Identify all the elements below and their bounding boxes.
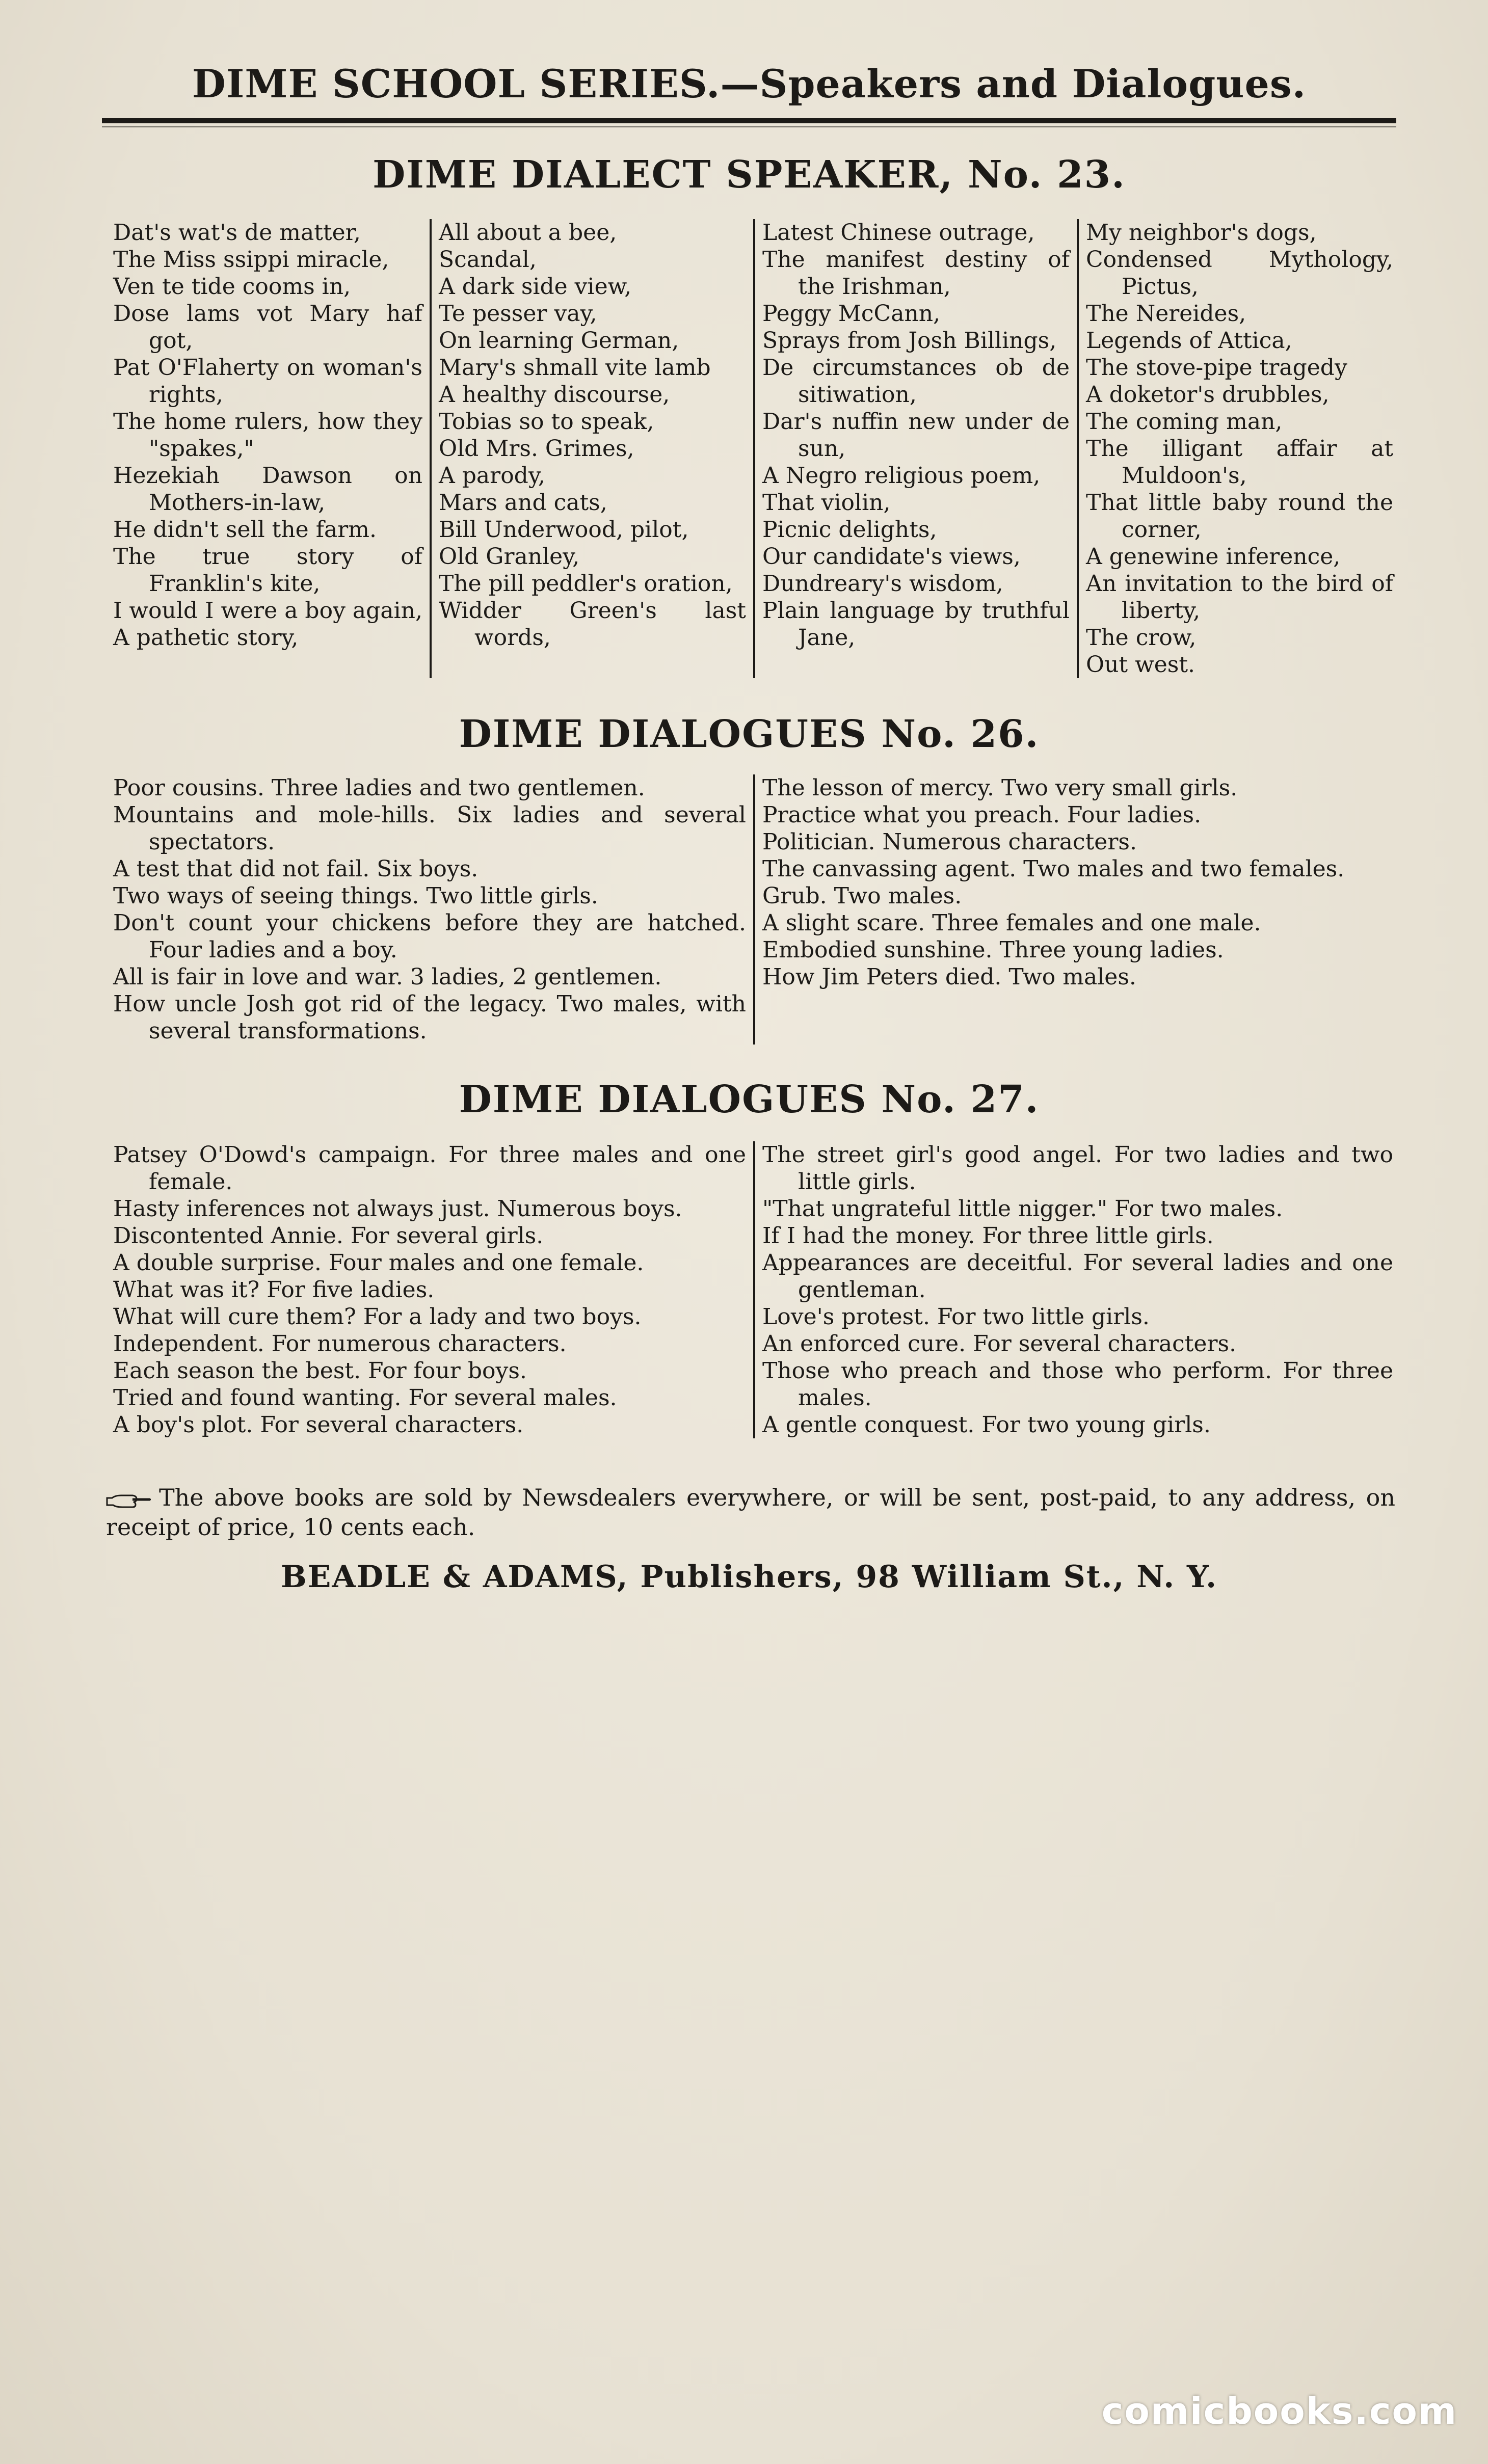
list-item: An invitation to the bird of liberty, xyxy=(1086,571,1393,624)
list-item: Poor cousins. Three ladies and two gentlemen. xyxy=(113,775,645,801)
list-item: The lesson of mercy. Two very small girls. xyxy=(762,775,1238,801)
list-item: The home rulers, how they "spakes," xyxy=(113,409,422,462)
list-item: If I had the money. For three little girls. xyxy=(762,1223,1214,1249)
header-rule xyxy=(102,118,1396,123)
list-item: Plain language by truthful Jane, xyxy=(762,598,1070,651)
list-item: A pathetic story, xyxy=(113,625,299,651)
list-item: Hezekiah Dawson on Mothers-in-law, xyxy=(113,463,422,516)
list-item: Love's protest. For two little girls. xyxy=(762,1304,1150,1330)
list-item: Widder Green's last words, xyxy=(439,598,746,651)
list-item: Those who preach and those who perform. For three males. xyxy=(762,1358,1393,1411)
watermark: comicbooks.com xyxy=(1101,2390,1457,2432)
speaker-23-columns xyxy=(106,219,1400,678)
list-item: Discontented Annie. For several girls. xyxy=(113,1223,544,1249)
list-item: Ven te tide cooms in, xyxy=(113,274,351,300)
dialogues-27-columns xyxy=(106,1141,1400,1438)
list-item: De circumstances ob de sitiwation, xyxy=(762,355,1070,408)
list-item: Don't count your chickens before they are hatched. Four ladies and a boy. xyxy=(113,910,746,963)
list-item: "That ungrateful little nigger." For two males. xyxy=(762,1196,1283,1222)
speaker-23-col-2 xyxy=(430,219,753,678)
publisher-line: BEADLE & ADAMS, Publishers, 98 William St., N. Y. xyxy=(280,1559,1218,1595)
list-item: A doketor's drubbles, xyxy=(1086,382,1330,408)
list-item: The pill peddler's oration, xyxy=(439,571,733,597)
header-rule-thin xyxy=(102,126,1396,127)
speaker-23-col-1 xyxy=(106,219,430,678)
list-item: Pat O'Flaherty on woman's rights, xyxy=(113,355,422,408)
list-item: Dundreary's wisdom, xyxy=(762,571,1003,597)
list-item: Hasty inferences not always just. Numerous boys. xyxy=(113,1196,682,1222)
list-item: A gentle conquest. For two young girls. xyxy=(762,1412,1211,1438)
list-item: Old Granley, xyxy=(439,544,580,570)
list-item: The Nereides, xyxy=(1086,301,1246,327)
list-item: He didn't sell the farm. xyxy=(113,517,377,543)
list-item: All about a bee, xyxy=(439,220,617,246)
list-item: What was it? For five ladies. xyxy=(113,1277,435,1303)
list-item: A dark side view, xyxy=(439,274,632,300)
list-item: That little baby round the corner, xyxy=(1086,490,1393,543)
list-item: The Miss ssippi miracle, xyxy=(113,247,389,273)
list-item: Our candidate's views, xyxy=(762,544,1021,570)
list-item: Patsey O'Dowd's campaign. For three males and one female. xyxy=(113,1142,746,1195)
list-item: Mars and cats, xyxy=(439,490,607,516)
list-item: Politician. Numerous characters. xyxy=(762,829,1137,855)
list-item: Te pesser vay, xyxy=(439,301,597,327)
list-item: Tried and found wanting. For several males. xyxy=(113,1385,617,1411)
list-item: Dose lams vot Mary haf got, xyxy=(113,301,422,354)
list-item: Sprays from Josh Billings, xyxy=(762,328,1057,354)
list-item: Latest Chinese outrage, xyxy=(762,220,1035,246)
speaker-23-col-3 xyxy=(753,219,1077,678)
list-item: A test that did not fail. Six boys. xyxy=(113,856,479,882)
list-item: Condensed Mythology, Pictus, xyxy=(1086,247,1393,300)
list-item: Tobias so to speak, xyxy=(439,409,654,435)
list-item: Out west. xyxy=(1086,652,1195,678)
list-item: An enforced cure. For several characters. xyxy=(762,1331,1237,1357)
list-item: Mary's shmall vite lamb xyxy=(439,355,711,381)
list-item: Practice what you preach. Four ladies. xyxy=(762,802,1202,828)
list-item: The manifest destiny of the Irishman, xyxy=(762,247,1070,300)
dialogues-26-col-1 xyxy=(106,774,753,1044)
list-item: The stove-pipe tragedy xyxy=(1086,355,1347,381)
list-item: Independent. For numerous characters. xyxy=(113,1331,567,1357)
list-item: How Jim Peters died. Two males. xyxy=(762,964,1136,990)
list-item: A double surprise. Four males and one female. xyxy=(113,1250,644,1276)
list-item: Old Mrs. Grimes, xyxy=(439,436,634,462)
list-item: A Negro religious poem, xyxy=(762,463,1041,489)
list-item: That violin, xyxy=(762,490,891,516)
list-item: My neighbor's dogs, xyxy=(1086,220,1317,246)
list-item: The coming man, xyxy=(1086,409,1283,435)
page-header: DIME SCHOOL SERIES.—Speakers and Dialogues. xyxy=(192,61,1307,106)
list-item: Peggy McCann, xyxy=(762,301,941,327)
list-item: A healthy discourse, xyxy=(439,382,670,408)
list-item: How uncle Josh got rid of the legacy. Two males, with several transformations. xyxy=(113,991,746,1044)
dialogues-26-columns xyxy=(106,774,1400,1044)
list-item: Two ways of seeing things. Two little girls. xyxy=(113,883,598,909)
list-item: Grub. Two males. xyxy=(762,883,962,909)
list-item: Legends of Attica, xyxy=(1086,328,1292,354)
list-item: Scandal, xyxy=(439,247,537,273)
list-item: A genewine inference, xyxy=(1086,544,1341,570)
list-item: Bill Underwood, pilot, xyxy=(439,517,689,543)
list-item: What will cure them? For a lady and two boys. xyxy=(113,1304,642,1330)
list-item: The canvassing agent. Two males and two females. xyxy=(762,856,1345,882)
section-title-dialogues-26: DIME DIALOGUES No. 26. xyxy=(459,712,1040,756)
list-item: Dat's wat's de matter, xyxy=(113,220,361,246)
dialogues-27-col-2 xyxy=(753,1141,1400,1438)
list-item: A slight scare. Three females and one male. xyxy=(762,910,1261,936)
list-item: Picnic delights, xyxy=(762,517,937,543)
list-item: All is fair in love and war. 3 ladies, 2 gentlemen. xyxy=(113,964,662,990)
list-item: The illigant affair at Muldoon's, xyxy=(1086,436,1393,489)
dialogues-27-col-1 xyxy=(106,1141,753,1438)
list-item: A parody, xyxy=(439,463,545,489)
sales-notice-text: The above books are sold by Newsdealers everywhere, or will be sent, post-paid, to any address, on receipt of price, 10 cents each. xyxy=(106,1484,1395,1541)
list-item: The street girl's good angel. For two ladies and two little girls. xyxy=(762,1142,1393,1195)
list-item: Mountains and mole-hills. Six ladies and several spectators. xyxy=(113,802,746,855)
list-item: I would I were a boy again, xyxy=(113,598,422,624)
pointing-hand-icon xyxy=(106,1491,152,1508)
list-item: The crow, xyxy=(1086,625,1197,651)
list-item: The true story of Franklin's kite, xyxy=(113,544,422,597)
list-item: Dar's nuffin new under de sun, xyxy=(762,409,1070,462)
dialogues-26-col-2 xyxy=(753,774,1400,1044)
list-item: On learning German, xyxy=(439,328,679,354)
speaker-23-col-4 xyxy=(1077,219,1400,678)
list-item: Appearances are deceitful. For several ladies and one gentleman. xyxy=(762,1250,1393,1303)
section-title-speaker-23: DIME DIALECT SPEAKER, No. 23. xyxy=(373,153,1126,197)
list-item: Each season the best. For four boys. xyxy=(113,1358,527,1384)
section-title-dialogues-27: DIME DIALOGUES No. 27. xyxy=(459,1078,1040,1121)
list-item: A boy's plot. For several characters. xyxy=(113,1412,524,1438)
sales-notice xyxy=(106,1483,1395,1542)
list-item: Embodied sunshine. Three young ladies. xyxy=(762,937,1224,963)
